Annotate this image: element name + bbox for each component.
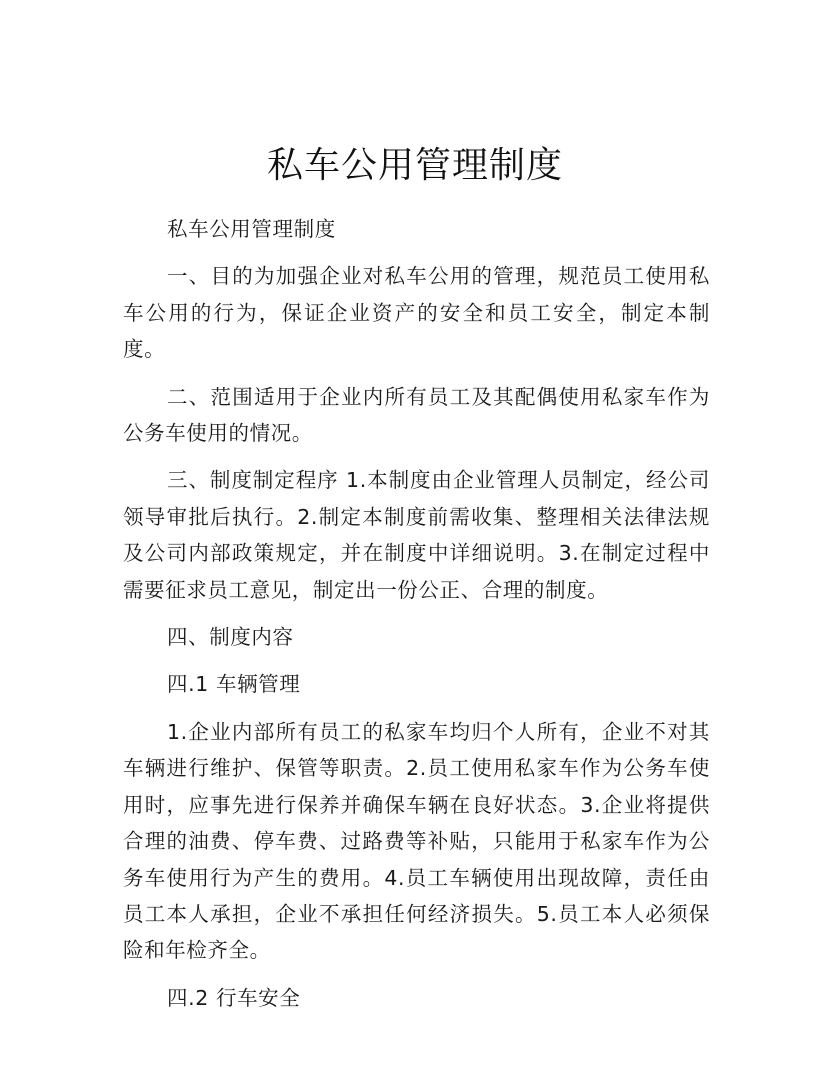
paragraph-procedure: 三、制度制定程序 1.本制度由企业管理人员制定，经公司领导审批后执行。2.制定本制度前需收集、整理相关法律法规及公司内部政策规定，并在制度中详细说明。3.在制定过程中需要征求员工意见，制定出一份公正、合理的制度。 — [123, 468, 710, 602]
paragraph-purpose: 一、目的为加强企业对私车公用的管理，规范员工使用私车公用的行为，保证企业资产的安全和员工安全，制定本制度。 — [123, 264, 710, 362]
document-body — [123, 211, 710, 1027]
section-heading-content: 四、制度内容 — [167, 625, 294, 650]
document-title: 私车公用管理制度 — [266, 145, 563, 186]
paragraph-subtitle: 私车公用管理制度 — [167, 217, 336, 241]
paragraph-vehicle-management: 1.企业内部所有员工的私家车均归个人所有，企业不对其车辆进行维护、保管等职责。2.员工使用私家车作为公务车使用时，应事先进行保养并确保车辆在良好状态。3.企业将提供合理的油费、停车费、过路费等补贴，只能用于私家车作为公务车使用行为产生的费用。4.员工车辆使用出现故障，责任由员工本人承担，企业不承担任何经济损失。5.员工本人必须保险和年检齐全。 — [123, 719, 710, 963]
paragraph-scope: 二、范围适用于企业内所有员工及其配偶使用私家车作为公务车使用的情况。 — [123, 384, 710, 446]
subsection-heading-safety: 四.2 行车安全 — [167, 985, 301, 1010]
subsection-heading-vehicle: 四.1 车辆管理 — [167, 672, 301, 697]
